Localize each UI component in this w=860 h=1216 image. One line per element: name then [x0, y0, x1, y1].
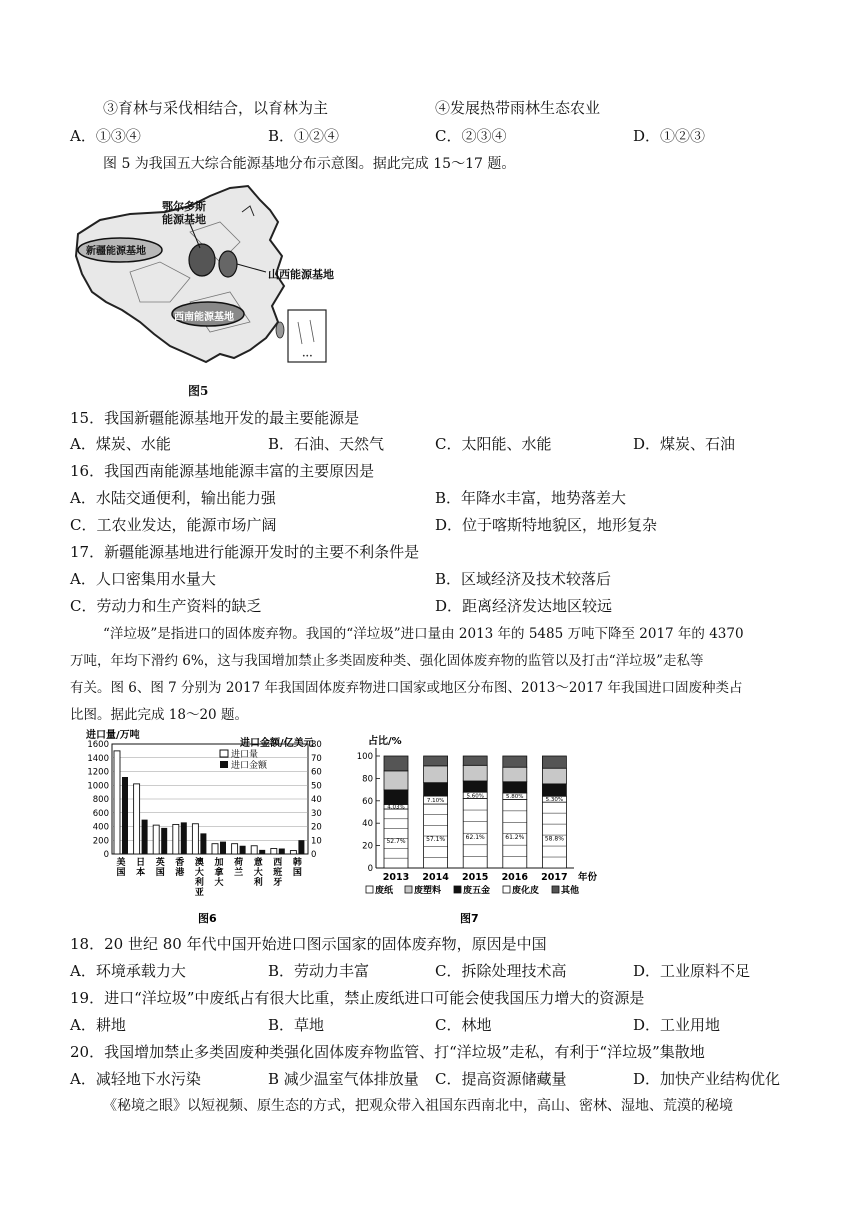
- item-4: ④发展热带雨林生态农业: [435, 99, 601, 117]
- fig5-intro: 图 5 为我国五大综合能源基地分布示意图。据此完成 15～17 题。: [103, 156, 516, 172]
- fig6-left-tick: 1000: [87, 781, 109, 792]
- q17-option-a: A．人口密集用水量大: [70, 570, 216, 588]
- fig6-bar-value: [161, 828, 167, 854]
- q17-stem: 17．新疆能源基地进行能源开发时的主要不利条件是: [70, 543, 420, 561]
- china-map-svg: [70, 182, 370, 392]
- fig6-category-label: 日: [136, 858, 146, 868]
- fig6-category-label: 澳: [194, 858, 204, 868]
- fig7-tick: 60: [362, 796, 373, 807]
- fig7-small-label: 5.80%: [506, 794, 524, 801]
- fig6-right-axis-title: 进口金额/亿美元: [240, 738, 314, 749]
- fig6-category-label: 英: [155, 858, 165, 868]
- fig7-segment: [424, 756, 448, 766]
- fig6-caption: 图6: [198, 912, 217, 925]
- ordos-label: 鄂尔多斯 能源基地: [162, 200, 206, 226]
- fig7-legend-label: 废五金: [463, 886, 491, 896]
- fig6-bar-amount: [114, 751, 120, 854]
- fig7-legend-swatch: [503, 886, 510, 893]
- fig6-category-label: 本: [136, 868, 146, 878]
- passage-line-2: 万吨，年均下滑约 6%，这与我国增加禁止多类固废种类、强化固体废弃物的监管以及打击“洋垃圾”走私等: [70, 653, 704, 669]
- fig6-category-label: 兰: [234, 868, 244, 878]
- fig6-legend-value: 进口金额: [231, 761, 268, 771]
- fig6-bar-amount: [271, 849, 277, 855]
- fig6-bar-value: [200, 833, 206, 854]
- fig7-segment: [503, 782, 527, 793]
- fig6-left-tick: 400: [92, 822, 109, 833]
- q19-option-d: D．工业用地: [633, 1016, 721, 1034]
- fig6-category-label: 意: [253, 858, 263, 868]
- fig6-category-label: 韩: [292, 858, 302, 868]
- fig6-category-label: 拿: [214, 868, 224, 878]
- southwest-label: 西南能源基地: [174, 312, 234, 323]
- fig6-category-label: 港: [175, 868, 185, 878]
- fig7-segment: [384, 790, 408, 805]
- fig7-paper-label: 57.1%: [426, 836, 446, 844]
- fig6-legend-amount: 进口量: [231, 750, 259, 760]
- fig6-right-tick: 10: [311, 836, 322, 847]
- fig7-small-label: 7.10%: [426, 798, 445, 805]
- fig6-category-label: 香: [175, 858, 185, 868]
- fig7-segment: [463, 765, 487, 781]
- q19-stem: 19．进口“洋垃圾”中废纸占有很大比重，禁止废纸进口可能会使我国压力增大的资源是: [70, 989, 645, 1007]
- q14-option-a: A．①③④: [70, 127, 141, 145]
- fig7-year-label: 2014: [422, 872, 449, 883]
- q19-option-c: C．林地: [435, 1016, 492, 1034]
- ordos-base-ellipse: [189, 244, 215, 276]
- fig7-caption: 图7: [460, 912, 479, 925]
- fig7-segment: [542, 784, 566, 796]
- fig6-category-label: 国: [116, 868, 126, 878]
- passage-mijing: 《秘境之眼》以短视频、原生态的方式，把观众带入祖国东西南北中，高山、密林、湿地、荒漠的秘境: [103, 1098, 733, 1114]
- q18-option-c: C．拆除处理技术高: [435, 962, 567, 980]
- fig7-tick: 80: [362, 774, 373, 785]
- figure-6-chart: [72, 726, 344, 926]
- fig6-category-label: 利: [194, 878, 204, 888]
- fig7-segment: [384, 771, 408, 790]
- fig7-segment: [503, 767, 527, 782]
- q15-option-d: D．煤炭、石油: [633, 435, 736, 453]
- fig7-legend-swatch: [366, 886, 373, 893]
- xinjiang-label: 新疆能源基地: [86, 246, 146, 257]
- fig6-category-label: 牙: [273, 878, 283, 888]
- fig7-year-label: 2015: [461, 872, 489, 883]
- fig6-bar-value: [279, 849, 285, 855]
- figure-5-caption: 图5: [188, 384, 209, 398]
- fig6-category-label: 西: [273, 858, 283, 868]
- fig7-small-label: 5.30%: [545, 797, 564, 804]
- fig6-left-tick: 1600: [87, 740, 109, 750]
- fig6-category-label: 班: [273, 868, 283, 878]
- fig7-segment: [463, 756, 487, 765]
- fig6-category-label: 亚: [194, 888, 204, 898]
- fig7-legend-swatch: [405, 886, 412, 893]
- q18-option-a: A．环境承载力大: [70, 962, 186, 980]
- q20-option-d: D．加快产业结构优化: [633, 1070, 781, 1088]
- fig6-right-tick: 30: [311, 808, 322, 819]
- fig6-bar-amount: [134, 784, 140, 854]
- figure-7-chart: [346, 726, 616, 926]
- fig6-bar-amount: [173, 824, 179, 854]
- q14-option-d: D．①②③: [633, 127, 706, 145]
- fig7-segment: [463, 781, 487, 792]
- fig7-legend-swatch: [454, 886, 461, 893]
- fig7-paper-label: 61.2%: [505, 834, 525, 842]
- fig6-right-tick: 40: [311, 795, 322, 805]
- fig6-bar-value: [298, 840, 304, 854]
- fig7-legend-label: 其他: [561, 886, 580, 896]
- fig7-segment: [542, 756, 566, 768]
- fig7-paper-label: 58.8%: [544, 835, 564, 843]
- fig6-category-label: 加: [214, 858, 224, 868]
- q17-option-c: C．劳动力和生产资料的缺乏: [70, 597, 262, 615]
- q18-stem: 18．20 世纪 80 年代中国开始进口图示国家的固体废弃物，原因是中国: [70, 935, 547, 953]
- fig6-right-tick: 50: [311, 781, 322, 792]
- fig7-segment: [503, 756, 527, 767]
- fig6-bar-value: [181, 822, 187, 854]
- fig6-left-tick: 600: [92, 808, 109, 819]
- fig6-left-tick: 1200: [87, 767, 109, 778]
- q20-stem: 20．我国增加禁止多类固废种类强化固体废弃物监管、打“洋垃圾”走私，有利于“洋垃圾”集散地: [70, 1043, 705, 1061]
- fig7-small-label: 5.60%: [466, 793, 484, 800]
- q14-option-b: B．①②④: [268, 127, 340, 145]
- fig6-bar-value: [220, 842, 226, 854]
- fig6-bar-value: [142, 820, 148, 854]
- q20-option-a: A．减轻地下水污染: [70, 1070, 201, 1088]
- passage-line-3: 有关。图 6、图 7 分别为 2017 年我国固体废弃物进口国家或地区分布图、2013～2017 年我国进口固废种类占: [70, 680, 743, 696]
- fig7-segment: [424, 783, 448, 796]
- fig6-left-tick: 0: [103, 850, 109, 860]
- q15-option-a: A．煤炭、水能: [70, 435, 171, 453]
- fig7-tick: 0: [367, 864, 373, 874]
- fig7-tick: 20: [362, 841, 373, 852]
- fig7-legend-label: 废化皮: [512, 886, 540, 896]
- fig6-right-tick: 70: [311, 753, 322, 764]
- fig7-year-label: 2017: [541, 872, 568, 883]
- fig6-bar-amount: [232, 844, 238, 854]
- fig6-category-label: 荷: [234, 858, 244, 868]
- fig6-left-axis-title: 进口量/万吨: [86, 730, 140, 741]
- fig7-tick: 100: [356, 752, 373, 762]
- fig7-paper-label: 52.7%: [386, 838, 406, 846]
- fig7-axis-title: 占比/%: [368, 736, 402, 747]
- fig6-bar-value: [259, 850, 265, 854]
- fig6-bar-amount: [251, 846, 257, 854]
- q16-option-b: B．年降水丰富，地势落差大: [435, 489, 627, 507]
- fig6-bar-amount: [192, 824, 198, 854]
- shanxi-base-ellipse: [219, 251, 237, 277]
- q20-option-c: C．提高资源储藏量: [435, 1070, 567, 1088]
- fig7-legend-label: 废纸: [375, 886, 394, 896]
- fig6-right-tick: 20: [311, 822, 322, 833]
- fig7-year-label: 2013: [382, 872, 410, 883]
- q17-option-b: B．区域经济及技术较落后: [435, 570, 612, 588]
- fig7-x-axis-title: 年份: [578, 872, 598, 883]
- q17-option-d: D．距离经济发达地区较远: [435, 597, 613, 615]
- fig6-category-label: 大: [214, 878, 224, 888]
- fig6-right-tick: 0: [311, 850, 317, 860]
- fig7-small-label: 4.03%: [387, 804, 405, 811]
- passage-line-4: 比图。据此完成 18～20 题。: [70, 707, 248, 723]
- fig6-right-tick: 60: [311, 767, 322, 778]
- fig6-category-label: 大: [194, 868, 204, 878]
- fig7-segment: [424, 766, 448, 783]
- q18-option-d: D．工业原料不足: [633, 962, 751, 980]
- fig6-left-tick: 800: [92, 795, 109, 805]
- fig7-tick: 40: [362, 819, 373, 830]
- fig7-legend-label: 废塑料: [414, 886, 442, 896]
- passage-line-1: “洋垃圾”是指进口的固体废弃物。我国的“洋垃圾”进口量由 2013 年的 5485 万吨下降至 2017 年的 4370: [103, 626, 744, 642]
- q18-option-b: B．劳动力丰富: [268, 962, 370, 980]
- fig6-category-label: 美: [116, 858, 126, 868]
- q19-option-b: B．草地: [268, 1016, 325, 1034]
- q20-option-b: B 减少温室气体排放量: [268, 1070, 419, 1088]
- fig6-category-label: 国: [155, 868, 165, 878]
- fig6-category-label: 利: [253, 878, 263, 888]
- q15-stem: 15．我国新疆能源基地开发的最主要能源是: [70, 409, 360, 427]
- q19-option-a: A．耕地: [70, 1016, 126, 1034]
- q16-option-c: C．工农业发达，能源市场广阔: [70, 516, 277, 534]
- fig7-year-label: 2016: [501, 872, 529, 883]
- shanxi-label: 山西能源基地: [268, 268, 334, 281]
- fig6-bar-value: [240, 846, 246, 854]
- fig6-bar-value: [122, 777, 128, 854]
- figure-5-map: [70, 182, 370, 392]
- fig7-legend-swatch: [552, 886, 559, 893]
- q15-option-c: C．太阳能、水能: [435, 435, 552, 453]
- fig6-left-tick: 1400: [87, 753, 109, 764]
- fig6-bar-amount: [290, 851, 296, 854]
- q15-option-b: B．石油、天然气: [268, 435, 385, 453]
- fig6-category-label: 大: [253, 868, 263, 878]
- fig6-bar-amount: [212, 844, 218, 854]
- fig7-segment: [542, 768, 566, 784]
- q16-option-d: D．位于喀斯特地貌区，地形复杂: [435, 516, 658, 534]
- fig6-left-tick: 200: [92, 836, 109, 847]
- q14-option-c: C．②③④: [435, 127, 507, 145]
- item-3: ③育林与采伐相结合，以育林为主: [103, 99, 329, 117]
- fig7-paper-label: 62.1%: [465, 833, 485, 841]
- svg-text:•••: •••: [302, 353, 313, 360]
- fig6-category-label: 国: [292, 868, 302, 878]
- fig6-right-tick: 80: [311, 740, 322, 750]
- fig6-bar-amount: [153, 825, 159, 854]
- fig7-segment: [384, 756, 408, 771]
- q16-stem: 16．我国西南能源基地能源丰富的主要原因是: [70, 462, 375, 480]
- q16-option-a: A．水陆交通便利，输出能力强: [70, 489, 276, 507]
